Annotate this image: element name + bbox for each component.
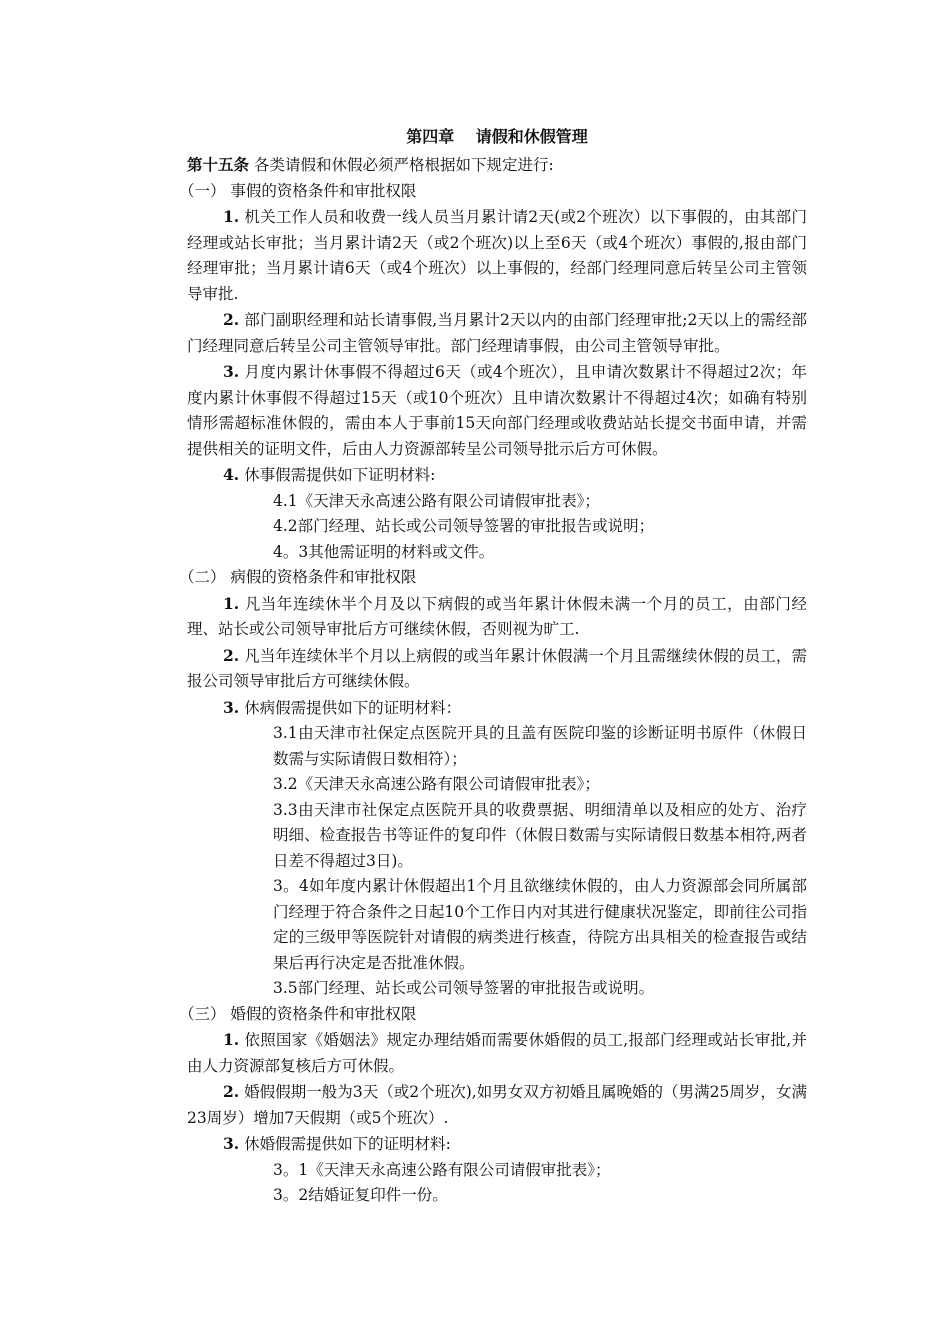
sub-item: 4.1《天津天永高速公路有限公司请假审批表》； [273,491,600,510]
chapter-title: 第四章 请假和休假管理 [406,127,588,146]
list-item [187,643,807,695]
item-text: 婚假假期一般为3天（或2个班次),如男女双方初婚且属晚婚的（男满25周岁，女满23周岁）增加7天假期（或5个班次）. [187,1083,807,1127]
list-item [187,204,807,307]
item-number: 1. [223,593,240,613]
item-number: 2. [223,1082,240,1101]
list-item [187,695,807,722]
item-text: 凡当年连续休半个月以上病假的或当年累计休假满一个月且需继续休假的员工，需报公司领导审批后方可继续休假。 [187,646,807,690]
item-number: 3. [223,362,240,381]
sub-item: 4.2部门经理、站长或公司领导签署的审批报告或说明； [273,517,655,535]
list-item [187,462,807,489]
article-number: 第十五条 [187,155,250,174]
item-text: 休事假需提供如下证明材料: [244,466,436,484]
item-text: 休婚假需提供如下的证明材料: [244,1135,451,1153]
item-text: 依照国家《婚姻法》规定办理结婚而需要休婚假的员工,报部门经理或站长审批,并由人力资源部复核后方可休假。 [187,1031,807,1075]
document-page [179,122,807,1209]
article-text: 各类请假和休假必须严格根据如下规定进行: [253,156,554,174]
sub-item: 3。2结婚证复印件一份。 [273,1186,448,1204]
list-item [187,1131,807,1158]
item-number: 2. [223,645,240,665]
item-text: 休病假需提供如下的证明材料： [244,698,462,717]
item-number: 1. [223,1030,240,1049]
list-item [187,307,807,359]
list-item [187,1079,807,1131]
item-number: 1. [223,207,240,226]
list-item [187,591,807,643]
item-text: 机关工作人员和收费一线人员当月累计请2天(或2个班次）以下事假的，由其部门经理或站长审批；当月累计请2天（或2个班次)以上至6天（或4个班次）事假的,报由部门经理审批；当月累计请6天（或4个班次）以上事假的，经部门经理同意后转呈公司主管领导审批. [187,208,807,303]
section-heading: （一） 事假的资格条件和审批权限 [179,181,417,200]
sub-item: 3。1《天津天永高速公路有限公司请假审批表》； [273,1160,611,1179]
sub-item: 3。4如年度内累计休假超出1个月且欲继续休假的，由人力资源部会同所属部门经理于符合条件之日起10个工作日内对其进行健康状况鉴定，即前往公司指定的三级甲等医院针对请假的病类进行核查，待院方出具相关的检查报告或结果后再行决定是否批准休假。 [273,877,807,972]
item-number: 3. [223,1134,240,1153]
sub-item: 3.1由天津市社保定点医院开具的且盖有医院印鉴的诊断证明书原件（休假日数需与实际请假日数相符）； [273,724,807,768]
section-heading: （三） 婚假的资格条件和审批权限 [179,1004,417,1023]
item-text: 部门副职经理和站长请事假,当月累计2天以内的由部门经理审批;2天以上的需经部门经理同意后转呈公司主管领导审批。部门经理请事假，由公司主管领导审批。 [187,311,807,355]
list-item [187,1027,807,1079]
item-number: 3. [223,697,240,717]
section-heading: （二） 病假的资格条件和审批权限 [179,568,417,586]
item-number: 2. [223,310,240,329]
sub-item: 3.2《天津天永高速公路有限公司请假审批表》； [273,775,600,793]
item-number: 4. [223,465,240,484]
sub-item: 4。3其他需证明的材料或文件。 [273,542,495,561]
item-text: 月度内累计休事假不得超过6天（或4个班次），且申请次数累计不得超过2次；年度内累计休事假不得超过15天（或10个班次）且申请次数累计不得超过4次；如确有特别情形需超标准休假的，需由本人于事前15天向部门经理或收费站站长提交书面申请，并需提供相关的证明文件，后由人力资源部转呈公司领导批示后方可休假。 [187,363,807,458]
sub-item: 3.5部门经理、站长或公司领导签署的审批报告或说明。 [273,979,655,997]
sub-item: 3.3由天津市社保定点医院开具的收费票据、明细清单以及相应的处方、治疗明细、检查报告书等证件的复印件（休假日数需与实际请假日数基本相符,两者日差不得超过3日)。 [273,800,807,870]
article-paragraph [187,152,807,179]
item-text: 凡当年连续休半个月及以下病假的或当年累计休假未满一个月的员工，由部门经理、站长或公司领导审批后方可继续休假，否则视为旷工. [187,594,807,638]
list-item [187,359,807,462]
